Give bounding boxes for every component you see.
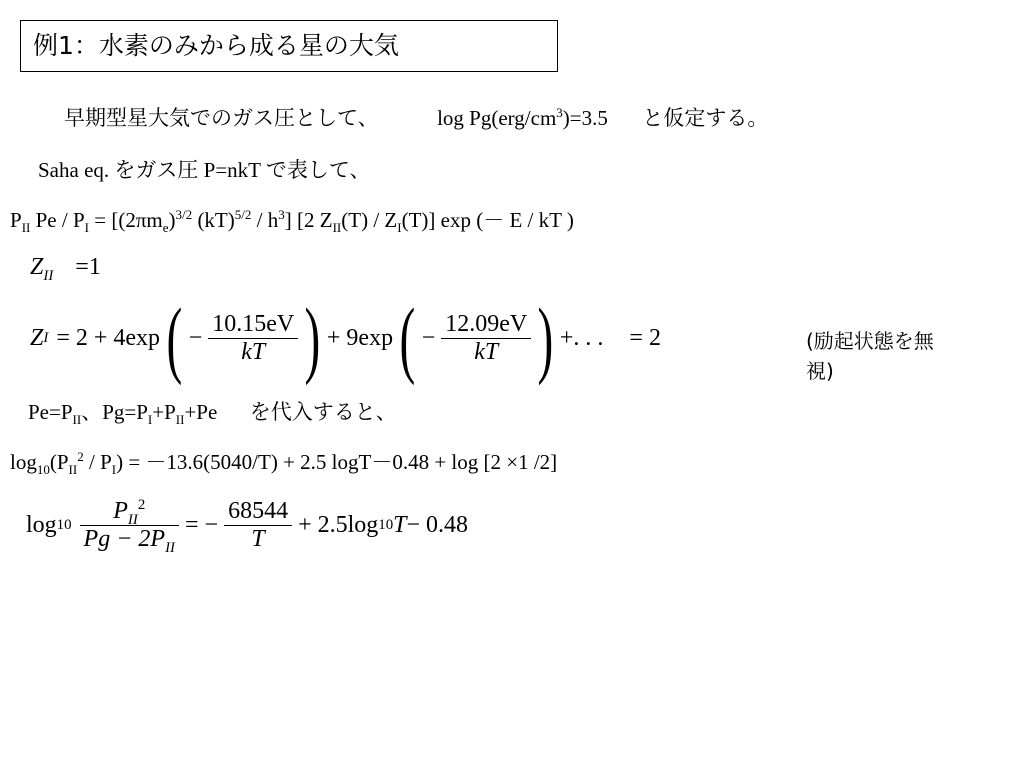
saha-jp-text: をガス圧 xyxy=(114,158,199,182)
assumption-formula: $\log Pg(erg/cm^3)=3.5$ xyxy=(437,105,608,130)
fraction-12-09: $\frac{12.09eV}{kT}$ xyxy=(441,311,531,366)
z1-equation: Z I = 2 + 4exp ( − $\frac{10.15eV}{kT}$ ) + 9exp ( − $\frac{12.09eV}{kT}$ ) +. . . = 2 xyxy=(30,290,661,386)
excitation-note: (励起状態を無 視) xyxy=(806,329,934,383)
saha-prefix: Saha eq. xyxy=(38,158,110,182)
final-equation: log 10 $\frac{P_{II}^2}{Pg - 2P_{II}}$ = − $\frac{68544}{T}$ + 2.5log 10 T − 0.48 xyxy=(26,496,469,556)
slide-title: 例1：水素のみから成る星の大気 xyxy=(20,20,558,72)
saha-formula: P=nkT xyxy=(203,158,261,182)
fraction-10-15: $\frac{10.15eV}{kT}$ xyxy=(208,311,298,366)
intro-jp-text: 早期型星大気でのガス圧として、 xyxy=(64,106,379,130)
saha-intro-line xyxy=(38,154,370,184)
intro-jp-tail: と仮定する。 xyxy=(642,106,769,130)
temperature-fraction: $\frac{68544}{T}$ xyxy=(224,498,292,553)
log-equation: $\log_{10}(P_{II}^2 / P_I) = -13.6(5040/T) + 2.5$ logT－0.48 + log [2 ×1 /2] xyxy=(10,449,558,478)
substitution-line: $Pe=P_{II}$、$Pg=P_I+P_{II}+Pe$ を代入すると、 xyxy=(28,400,397,428)
intro-line xyxy=(64,102,768,132)
saha-equation: $P_{II}$ $Pe / P_I = [(2\pi m_e)^{3/2}$ $(kT)^{5/2} / h^3$] [2 $Z_{II}(T) / Z_I(T)$] exp (－ E / kT ) xyxy=(10,207,574,236)
z2-equation: $Z_{II} =1$ xyxy=(30,254,101,284)
pressure-fraction: $\frac{P_{II}^2}{Pg - 2P_{II}}$ xyxy=(80,498,179,553)
saha-jp-tail: で表して、 xyxy=(265,158,371,182)
